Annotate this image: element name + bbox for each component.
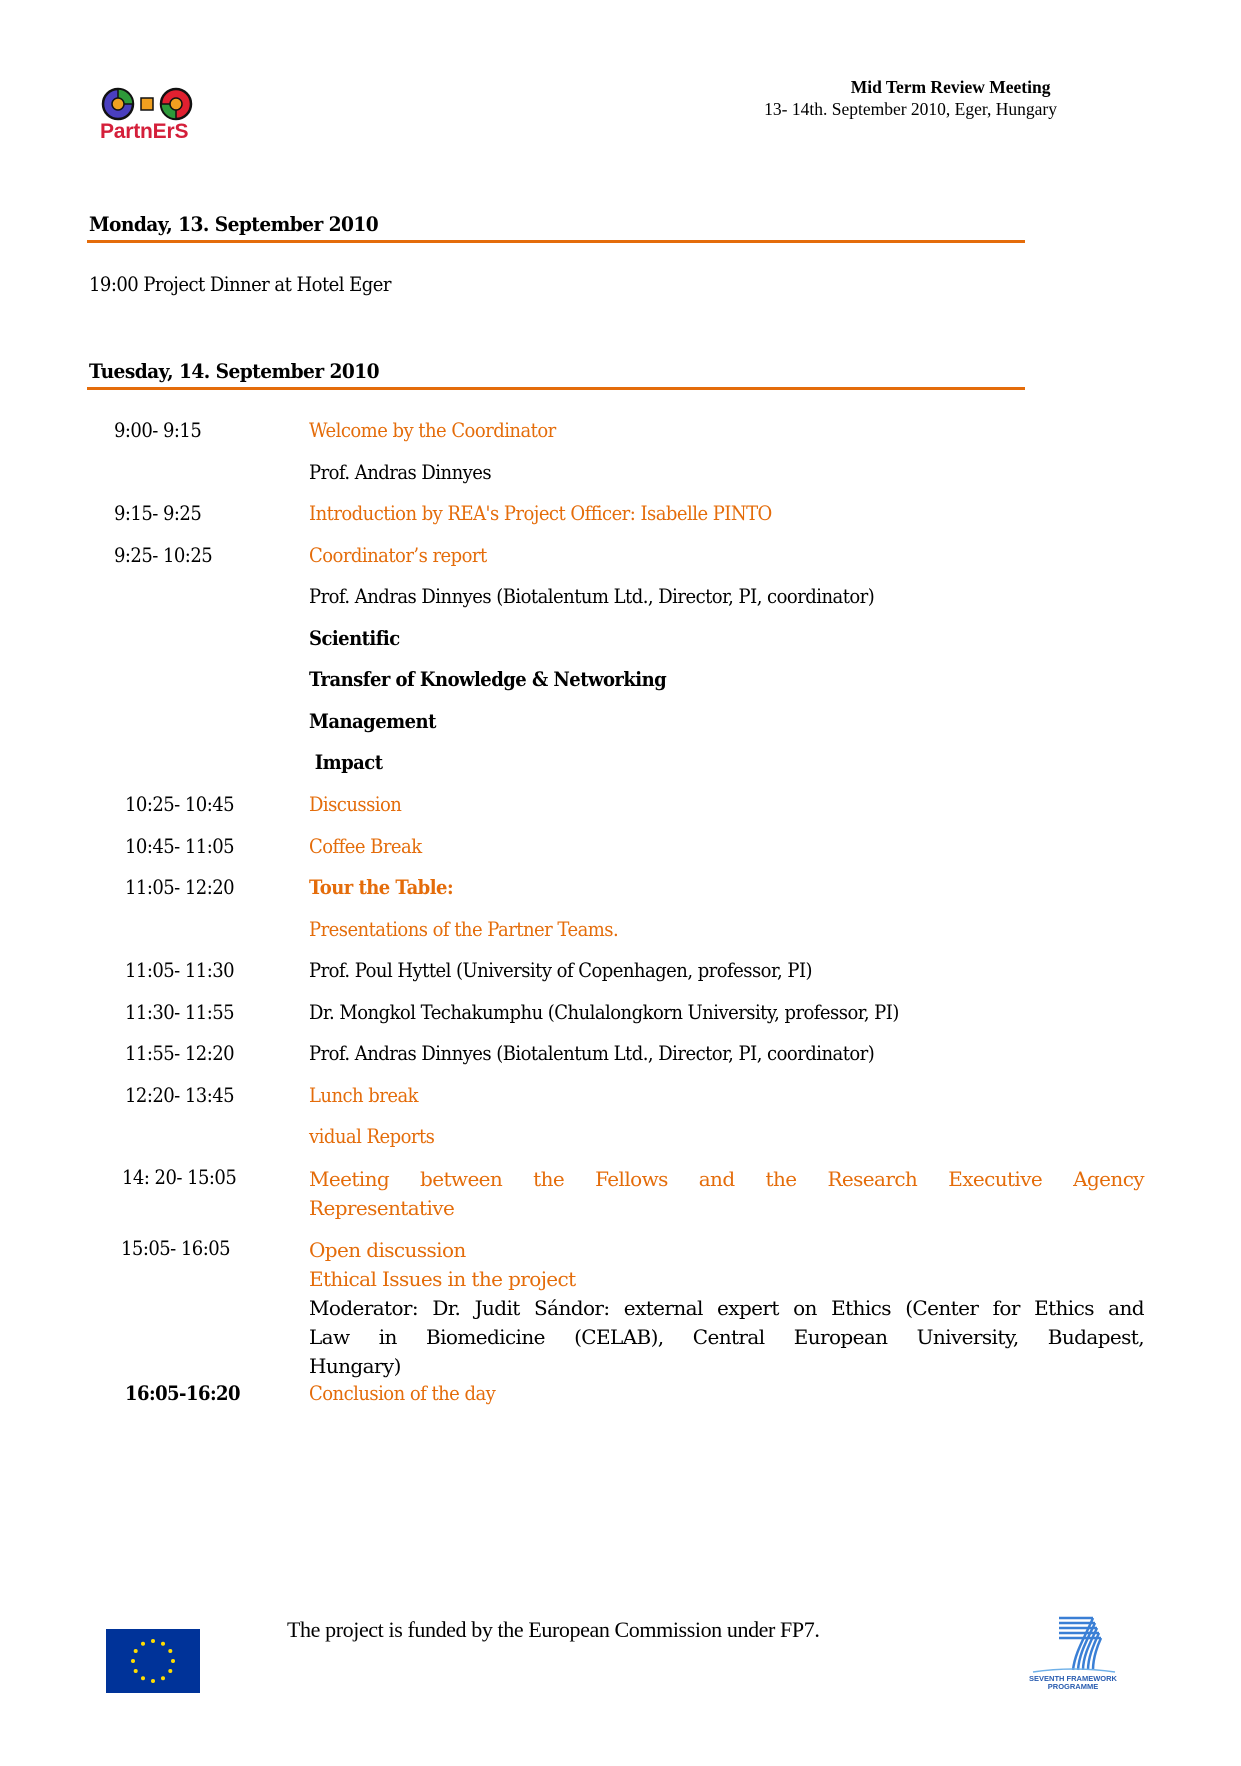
schedule-description: Presentations of the Partner Teams. bbox=[309, 917, 619, 941]
eu-flag-logo bbox=[106, 1629, 200, 1693]
tuesday-divider bbox=[87, 387, 1025, 390]
meeting-title: Mid Term Review Meeting bbox=[850, 77, 1051, 97]
schedule-row bbox=[0, 501, 1241, 531]
schedule-description: Prof. Andras Dinnyes (Biotalentum Ltd., Director, PI, coordinator) bbox=[309, 1041, 875, 1065]
schedule-description: Prof. Poul Hyttel (University of Copenhagen, professor, PI) bbox=[309, 958, 813, 982]
schedule-row bbox=[0, 1041, 1241, 1071]
schedule-description: Tour the Table: bbox=[309, 875, 454, 899]
eu-star bbox=[141, 1642, 145, 1646]
schedule-row bbox=[0, 1000, 1241, 1030]
schedule-time: 9:15- 9:25 bbox=[114, 501, 202, 525]
moderator-line-2: Law in Biomedicine (CELAB), Central European University, Budapest, bbox=[309, 1325, 1144, 1349]
schedule-description: Impact bbox=[309, 750, 383, 774]
schedule-row bbox=[0, 1083, 1241, 1113]
eu-star bbox=[161, 1676, 165, 1680]
meeting-date-location: 13- 14th. September 2010, Eger, Hungary bbox=[764, 99, 1057, 119]
open-discussion-title: Open discussion bbox=[309, 1238, 466, 1262]
schedule-description: Transfer of Knowledge & Networking bbox=[309, 667, 667, 691]
fp7-seven-icon bbox=[1023, 1612, 1123, 1674]
document-header bbox=[764, 76, 1057, 120]
ethical-issues-subtitle: Ethical Issues in the project bbox=[309, 1267, 576, 1291]
schedule-time: 16:05-16:20 bbox=[125, 1381, 241, 1405]
schedule-row bbox=[0, 750, 1241, 780]
funding-statement: The project is funded by the European Commission under FP7. bbox=[287, 1617, 820, 1642]
tuesday-heading: Tuesday, 14. September 2010 bbox=[89, 359, 380, 383]
schedule-row bbox=[0, 418, 1241, 448]
schedule-description: Coordinator’s report bbox=[309, 543, 487, 567]
schedule-description: Lunch break bbox=[309, 1083, 419, 1107]
schedule-description: Prof. Andras Dinnyes (Biotalentum Ltd., Director, PI, coordinator) bbox=[309, 584, 875, 608]
schedule-row bbox=[0, 917, 1241, 947]
schedule-row bbox=[0, 792, 1241, 822]
schedule-time: 9:00- 9:15 bbox=[114, 418, 202, 442]
monday-heading: Monday, 13. September 2010 bbox=[89, 212, 379, 236]
schedule-time: 10:25- 10:45 bbox=[125, 792, 235, 816]
schedule-row bbox=[0, 958, 1241, 988]
schedule-row bbox=[0, 834, 1241, 864]
schedule-time: 10:45- 11:05 bbox=[125, 834, 235, 858]
schedule-time: 11:30- 11:55 bbox=[125, 1000, 235, 1024]
schedule-time: 12:20- 13:45 bbox=[125, 1083, 235, 1107]
schedule-row bbox=[0, 460, 1241, 490]
schedule-description: Introduction by REA's Project Officer: Isabelle PINTO bbox=[309, 501, 772, 525]
schedule-description: Management bbox=[309, 709, 436, 733]
schedule-time: 11:55- 12:20 bbox=[125, 1041, 235, 1065]
eu-star bbox=[131, 1659, 135, 1663]
meeting-description bbox=[309, 1165, 1144, 1223]
schedule-time: 11:05- 11:30 bbox=[125, 958, 235, 982]
eu-star bbox=[134, 1669, 138, 1673]
schedule-description: Coffee Break bbox=[309, 834, 422, 858]
fp7-caption-line-1: SEVENTH FRAMEWORK bbox=[1029, 1674, 1117, 1683]
schedule-description: Dr. Mongkol Techakumphu (Chulalongkorn University, professor, PI) bbox=[309, 1000, 899, 1024]
schedule-row bbox=[0, 875, 1241, 905]
eu-star bbox=[151, 1639, 155, 1643]
moderator-line-1: Moderator: Dr. Judit Sándor: external expert on Ethics (Center for Ethics and bbox=[309, 1296, 1144, 1320]
eu-star bbox=[171, 1659, 175, 1663]
eu-star bbox=[141, 1676, 145, 1680]
schedule-row bbox=[0, 626, 1241, 656]
monday-entry: 19:00 Project Dinner at Hotel Eger bbox=[89, 272, 391, 296]
schedule-description: Discussion bbox=[309, 792, 402, 816]
schedule-time: 11:05- 12:20 bbox=[125, 875, 235, 899]
eu-star bbox=[134, 1649, 138, 1653]
schedule-time: 9:25- 10:25 bbox=[114, 543, 213, 567]
meeting-line-1: Meeting between the Fellows and the Research Executive Agency bbox=[309, 1167, 1144, 1191]
logo-text: PartnErS bbox=[100, 120, 189, 143]
partners-logo-mark bbox=[96, 84, 206, 124]
eu-star bbox=[161, 1642, 165, 1646]
partners-logo bbox=[96, 84, 206, 148]
schedule-row bbox=[0, 1124, 1241, 1154]
eu-star bbox=[168, 1669, 172, 1673]
monday-divider bbox=[87, 240, 1025, 243]
schedule-row bbox=[0, 667, 1241, 697]
schedule-description: Prof. Andras Dinnyes bbox=[309, 460, 492, 484]
schedule-description: Welcome by the Coordinator bbox=[309, 418, 556, 442]
eu-star bbox=[168, 1649, 172, 1653]
schedule-time: 15:05- 16:05 bbox=[121, 1236, 231, 1260]
schedule-row bbox=[0, 584, 1241, 614]
moderator-line-3: Hungary) bbox=[309, 1354, 401, 1378]
schedule-time: 14: 20- 15:05 bbox=[122, 1165, 237, 1189]
fp7-caption-line-2: PROGRAMME bbox=[1047, 1682, 1099, 1691]
schedule-description: vidual Reports bbox=[309, 1124, 435, 1148]
meeting-line-2: Representative bbox=[309, 1196, 455, 1220]
conclusion-text: Conclusion of the day bbox=[309, 1381, 496, 1405]
schedule-row bbox=[0, 709, 1241, 739]
eu-star bbox=[151, 1679, 155, 1683]
schedule-row bbox=[0, 543, 1241, 573]
fp7-logo bbox=[1023, 1612, 1123, 1692]
schedule-description: Scientific bbox=[309, 626, 400, 650]
open-discussion-description bbox=[309, 1236, 1144, 1381]
eu-stars-icon bbox=[106, 1629, 200, 1693]
